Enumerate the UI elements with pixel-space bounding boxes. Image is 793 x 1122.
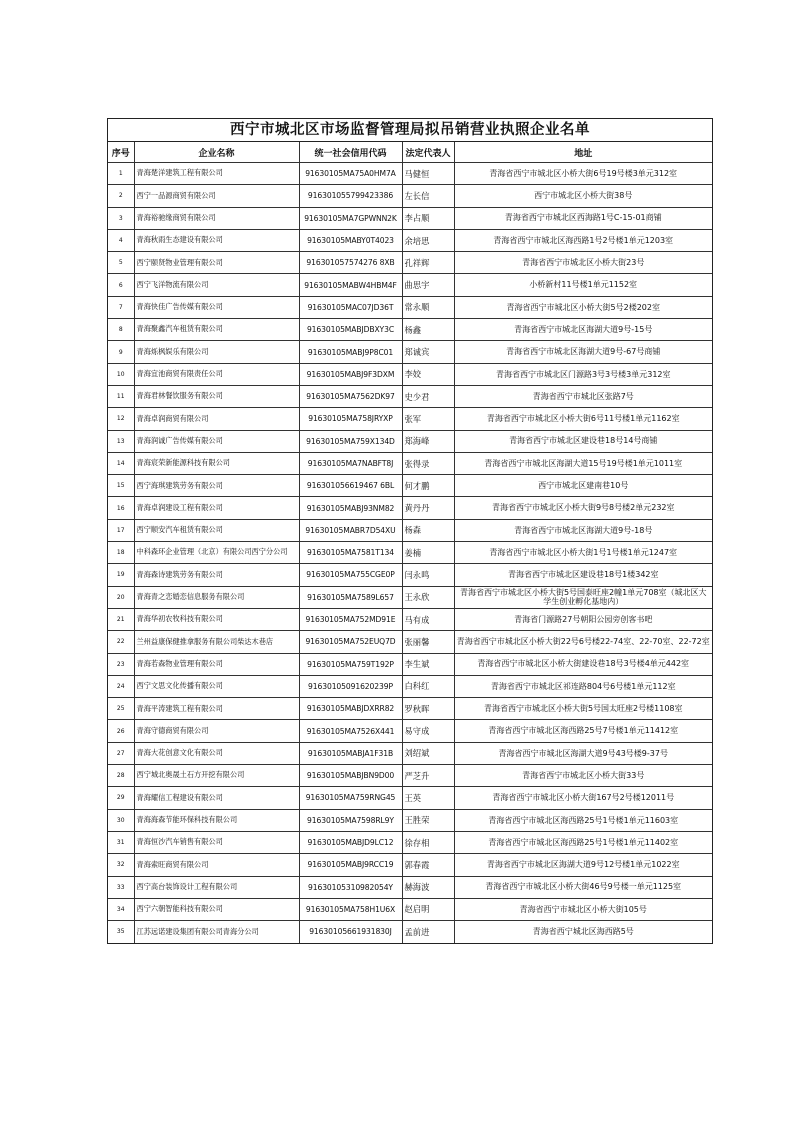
address: 西宁市城北区建南巷10号 bbox=[454, 475, 712, 497]
legal-representative: 左长信 bbox=[402, 185, 454, 207]
credit-code: 91630105MA752MD91E bbox=[299, 608, 402, 630]
credit-code: 91630105091620239P bbox=[299, 675, 402, 697]
company-name: 青海索旺商贸有限公司 bbox=[134, 854, 299, 876]
table-row bbox=[108, 207, 712, 229]
company-name: 青海卓润商贸有限公司 bbox=[134, 408, 299, 430]
company-name: 青海聚鑫汽车租赁有限公司 bbox=[134, 319, 299, 341]
enterprise-list-table bbox=[108, 142, 712, 943]
row-number: 15 bbox=[108, 475, 134, 497]
row-number: 10 bbox=[108, 363, 134, 385]
credit-code: 91630105MABJ93NM82 bbox=[299, 497, 402, 519]
table-row bbox=[108, 653, 712, 675]
legal-representative: 刘绍斌 bbox=[402, 742, 454, 764]
table-row bbox=[108, 452, 712, 474]
row-number: 33 bbox=[108, 876, 134, 898]
credit-code: 91630105310982054Y bbox=[299, 876, 402, 898]
header-code: 统一社会信用代码 bbox=[299, 142, 402, 163]
table-row bbox=[108, 252, 712, 274]
legal-representative: 郭春霞 bbox=[402, 854, 454, 876]
address: 青海省西宁市城北区建设巷18号14号商铺 bbox=[454, 430, 712, 452]
table-row bbox=[108, 831, 712, 853]
row-number: 21 bbox=[108, 608, 134, 630]
company-name: 西宁一品源商贸有限公司 bbox=[134, 185, 299, 207]
address: 青海省西宁市城北区小桥大街1号1号楼1单元1247室 bbox=[454, 542, 712, 564]
address: 青海省西宁市城北区祁连路804号6号楼1单元112室 bbox=[454, 675, 712, 697]
row-number: 27 bbox=[108, 742, 134, 764]
row-number: 31 bbox=[108, 831, 134, 853]
company-name: 西宁六朝智能科技有限公司 bbox=[134, 898, 299, 920]
address: 青海省西宁市城北区海湖大道9号43号楼9-37号 bbox=[454, 742, 712, 764]
header-addr: 地址 bbox=[454, 142, 712, 163]
row-number: 8 bbox=[108, 319, 134, 341]
row-number: 22 bbox=[108, 631, 134, 653]
address: 青海省西宁市城北区小桥大街167号2号楼12011号 bbox=[454, 787, 712, 809]
legal-representative: 张军 bbox=[402, 408, 454, 430]
company-name: 青海宜池商贸有限责任公司 bbox=[134, 363, 299, 385]
document-title: 西宁市城北区市场监督管理局拟吊销营业执照企业名单 bbox=[108, 119, 712, 142]
table-row bbox=[108, 497, 712, 519]
table-row bbox=[108, 876, 712, 898]
address: 青海省西宁市城北区小桥大街建设巷18号3号楼4单元442室 bbox=[454, 653, 712, 675]
credit-code: 91630105MABR7D54XU bbox=[299, 519, 402, 541]
legal-representative: 李生斌 bbox=[402, 653, 454, 675]
table-row bbox=[108, 363, 712, 385]
credit-code: 91630105MA7NABFT8J bbox=[299, 452, 402, 474]
company-name: 青海楚洋建筑工程有限公司 bbox=[134, 163, 299, 185]
table-row bbox=[108, 698, 712, 720]
legal-representative: 赵启明 bbox=[402, 898, 454, 920]
company-name: 西宁文思文化传播有限公司 bbox=[134, 675, 299, 697]
legal-representative: 余培思 bbox=[402, 229, 454, 251]
table-row bbox=[108, 608, 712, 630]
address: 青海省西宁市城北区海西路25号1号楼1单元11402室 bbox=[454, 831, 712, 853]
row-number: 18 bbox=[108, 542, 134, 564]
table-row bbox=[108, 586, 712, 608]
table-row bbox=[108, 742, 712, 764]
company-name: 中科森环企业管理（北京）有限公司西宁分公司 bbox=[134, 542, 299, 564]
credit-code: 91630105MA752EUQ7D bbox=[299, 631, 402, 653]
address: 青海省西宁市城北区小桥大街5号国泰旺座2幢1单元708室（城北区大学生创业孵化基地内） bbox=[454, 586, 712, 608]
table-body bbox=[108, 163, 712, 943]
company-name: 青海华初农牧科技有限公司 bbox=[134, 608, 299, 630]
legal-representative: 姜楠 bbox=[402, 542, 454, 564]
address: 青海省西宁市城北区小桥大街46号9号楼一单元1125室 bbox=[454, 876, 712, 898]
credit-code: 916301055799423386 bbox=[299, 185, 402, 207]
company-name: 青海平涛建筑工程有限公司 bbox=[134, 698, 299, 720]
address: 小桥新村11号楼1单元1152室 bbox=[454, 274, 712, 296]
legal-representative: 王英 bbox=[402, 787, 454, 809]
credit-code: 91630105MA758JRYXP bbox=[299, 408, 402, 430]
credit-code: 91630105MA7581T134 bbox=[299, 542, 402, 564]
row-number: 20 bbox=[108, 586, 134, 608]
company-name: 青海裕驰缘商贸有限公司 bbox=[134, 207, 299, 229]
legal-representative: 赫海波 bbox=[402, 876, 454, 898]
row-number: 14 bbox=[108, 452, 134, 474]
address: 青海省西宁市城北区建设巷18号1楼342室 bbox=[454, 564, 712, 586]
address: 青海省西宁市城北区海西路25号1号楼1单元11603室 bbox=[454, 809, 712, 831]
legal-representative: 李占顺 bbox=[402, 207, 454, 229]
table-row bbox=[108, 185, 712, 207]
company-name: 青海青之恋婚恋信息服务有限公司 bbox=[134, 586, 299, 608]
legal-representative: 王永欣 bbox=[402, 586, 454, 608]
credit-code: 91630105MA7589L657 bbox=[299, 586, 402, 608]
credit-code: 91630105MA759RNG45 bbox=[299, 787, 402, 809]
legal-representative: 杨鑫 bbox=[402, 319, 454, 341]
company-name: 西宁海琪建筑劳务有限公司 bbox=[134, 475, 299, 497]
credit-code: 91630105MABJ9RCC19 bbox=[299, 854, 402, 876]
legal-representative: 杨森 bbox=[402, 519, 454, 541]
legal-representative: 李姣 bbox=[402, 363, 454, 385]
company-name: 青海君林餐饮服务有限公司 bbox=[134, 385, 299, 407]
address: 青海省西宁市城北区海湖大道9号-15号 bbox=[454, 319, 712, 341]
row-number: 13 bbox=[108, 430, 134, 452]
table-header-row bbox=[108, 142, 712, 163]
legal-representative: 曲思宇 bbox=[402, 274, 454, 296]
row-number: 24 bbox=[108, 675, 134, 697]
row-number: 17 bbox=[108, 519, 134, 541]
header-no: 序号 bbox=[108, 142, 134, 163]
credit-code: 91630105MA755CGE0P bbox=[299, 564, 402, 586]
legal-representative: 黄丹丹 bbox=[402, 497, 454, 519]
table-row bbox=[108, 720, 712, 742]
company-name: 兰州益康保健推拿服务有限公司柴达木巷店 bbox=[134, 631, 299, 653]
table-row bbox=[108, 564, 712, 586]
table-row bbox=[108, 296, 712, 318]
company-name: 青海烁枫娱乐有限公司 bbox=[134, 341, 299, 363]
table-row bbox=[108, 854, 712, 876]
row-number: 28 bbox=[108, 765, 134, 787]
credit-code: 91630105MABY0T4023 bbox=[299, 229, 402, 251]
company-name: 青海快佳广告传媒有限公司 bbox=[134, 296, 299, 318]
header-rep: 法定代表人 bbox=[402, 142, 454, 163]
row-number: 6 bbox=[108, 274, 134, 296]
credit-code: 91630105MA7562DK97 bbox=[299, 385, 402, 407]
address: 青海省西宁城北区海西路5号 bbox=[454, 921, 712, 943]
address: 青海省西宁市城北区西海路1号C-15-01商铺 bbox=[454, 207, 712, 229]
row-number: 34 bbox=[108, 898, 134, 920]
table-row bbox=[108, 519, 712, 541]
row-number: 23 bbox=[108, 653, 134, 675]
table-row bbox=[108, 921, 712, 943]
row-number: 5 bbox=[108, 252, 134, 274]
address: 青海省西宁市城北区海湖大道9号-18号 bbox=[454, 519, 712, 541]
address: 青海省西宁市城北区海湖大道15号19号楼1单元1011室 bbox=[454, 452, 712, 474]
address: 西宁市城北区小桥大街38号 bbox=[454, 185, 712, 207]
credit-code: 91630105MABJDBXY3C bbox=[299, 319, 402, 341]
row-number: 3 bbox=[108, 207, 134, 229]
credit-code: 91630105MABJD9LC12 bbox=[299, 831, 402, 853]
address: 青海省西宁市城北区小桥大街33号 bbox=[454, 765, 712, 787]
credit-code: 91630105MA759T192P bbox=[299, 653, 402, 675]
table-row bbox=[108, 475, 712, 497]
address: 青海省西宁市城北区小桥大街5号2楼202室 bbox=[454, 296, 712, 318]
row-number: 2 bbox=[108, 185, 134, 207]
document-table-frame bbox=[107, 118, 713, 944]
address: 青海省西宁市城北区海湖大道9号-67号商铺 bbox=[454, 341, 712, 363]
company-name: 青海大花创意文化有限公司 bbox=[134, 742, 299, 764]
address: 青海省西宁市城北区小桥大街23号 bbox=[454, 252, 712, 274]
row-number: 4 bbox=[108, 229, 134, 251]
legal-representative: 孔祥辉 bbox=[402, 252, 454, 274]
table-row bbox=[108, 274, 712, 296]
address: 青海省西宁市城北区张路7号 bbox=[454, 385, 712, 407]
legal-representative: 罗秋晖 bbox=[402, 698, 454, 720]
legal-representative: 马有成 bbox=[402, 608, 454, 630]
legal-representative: 郑诚宾 bbox=[402, 341, 454, 363]
company-name: 西宁顺安汽车租赁有限公司 bbox=[134, 519, 299, 541]
table-row bbox=[108, 341, 712, 363]
address: 青海省西宁市城北区海西路1号2号楼1单元1203室 bbox=[454, 229, 712, 251]
table-row bbox=[108, 898, 712, 920]
table-row bbox=[108, 542, 712, 564]
legal-representative: 常永顺 bbox=[402, 296, 454, 318]
credit-code: 91630105661931830J bbox=[299, 921, 402, 943]
row-number: 7 bbox=[108, 296, 134, 318]
credit-code: 91630105MAC07JD36T bbox=[299, 296, 402, 318]
table-row bbox=[108, 787, 712, 809]
credit-code: 91630105MABJ9P8C01 bbox=[299, 341, 402, 363]
row-number: 12 bbox=[108, 408, 134, 430]
address: 青海省门源路27号朝阳公园旁创客书吧 bbox=[454, 608, 712, 630]
legal-representative: 郑海峰 bbox=[402, 430, 454, 452]
credit-code: 91630105MABJ9F3DXM bbox=[299, 363, 402, 385]
address: 青海省西宁市城北区海西路25号7号楼1单元11412室 bbox=[454, 720, 712, 742]
company-name: 西宁飞洋物流有限公司 bbox=[134, 274, 299, 296]
address: 青海省西宁市城北区小桥大街6号19号楼3单元312室 bbox=[454, 163, 712, 185]
credit-code: 91630105MABW4HBM4F bbox=[299, 274, 402, 296]
company-name: 青海守德商贸有限公司 bbox=[134, 720, 299, 742]
company-name: 西宁高台装饰设计工程有限公司 bbox=[134, 876, 299, 898]
legal-representative: 孟前进 bbox=[402, 921, 454, 943]
company-name: 青海恒沙汽车销售有限公司 bbox=[134, 831, 299, 853]
legal-representative: 马健恒 bbox=[402, 163, 454, 185]
credit-code: 91630105MA759X134D bbox=[299, 430, 402, 452]
address: 青海省西宁市城北区小桥大街6号11号楼1单元1162室 bbox=[454, 408, 712, 430]
table-row bbox=[108, 430, 712, 452]
legal-representative: 王胜荣 bbox=[402, 809, 454, 831]
company-name: 青海耀信工程建设有限公司 bbox=[134, 787, 299, 809]
company-name: 青海宸荣新能源科技有限公司 bbox=[134, 452, 299, 474]
row-number: 29 bbox=[108, 787, 134, 809]
company-name: 青海卓润建设工程有限公司 bbox=[134, 497, 299, 519]
credit-code: 91630105MABJA1F31B bbox=[299, 742, 402, 764]
table-row bbox=[108, 631, 712, 653]
legal-representative: 闫永鸣 bbox=[402, 564, 454, 586]
table-row bbox=[108, 319, 712, 341]
row-number: 26 bbox=[108, 720, 134, 742]
table-row bbox=[108, 408, 712, 430]
row-number: 19 bbox=[108, 564, 134, 586]
credit-code: 916301056619467 6BL bbox=[299, 475, 402, 497]
address: 青海省西宁市城北区小桥大街5号国太旺座2号楼1108室 bbox=[454, 698, 712, 720]
company-name: 江苏远诺建设集团有限公司青海分公司 bbox=[134, 921, 299, 943]
row-number: 1 bbox=[108, 163, 134, 185]
credit-code: 91630105MA7598RL9Y bbox=[299, 809, 402, 831]
company-name: 青海润诚广告传媒有限公司 bbox=[134, 430, 299, 452]
address: 青海省西宁市城北区门源路3号3号楼3单元312室 bbox=[454, 363, 712, 385]
address: 青海省西宁市城北区海湖大道9号12号楼1单元1022室 bbox=[454, 854, 712, 876]
company-name: 青海森诗建筑劳务有限公司 bbox=[134, 564, 299, 586]
address: 青海省西宁市城北区小桥大街105号 bbox=[454, 898, 712, 920]
credit-code: 91630105MABJDXRR82 bbox=[299, 698, 402, 720]
credit-code: 91630105MA75A0HM7A bbox=[299, 163, 402, 185]
credit-code: 91630105MA7GPWNN2K bbox=[299, 207, 402, 229]
legal-representative: 何才鹏 bbox=[402, 475, 454, 497]
table-row bbox=[108, 385, 712, 407]
company-name: 西宁城北奥晟土石方开挖有限公司 bbox=[134, 765, 299, 787]
table-row bbox=[108, 809, 712, 831]
row-number: 9 bbox=[108, 341, 134, 363]
table-row bbox=[108, 675, 712, 697]
table-row bbox=[108, 163, 712, 185]
legal-representative: 张丽馨 bbox=[402, 631, 454, 653]
legal-representative: 徐存相 bbox=[402, 831, 454, 853]
row-number: 32 bbox=[108, 854, 134, 876]
row-number: 25 bbox=[108, 698, 134, 720]
company-name: 青海秋雨生态建设有限公司 bbox=[134, 229, 299, 251]
credit-code: 91630105MA758H1U6X bbox=[299, 898, 402, 920]
company-name: 西宁颐贤物业管理有限公司 bbox=[134, 252, 299, 274]
table-row bbox=[108, 229, 712, 251]
legal-representative: 易守成 bbox=[402, 720, 454, 742]
legal-representative: 史少君 bbox=[402, 385, 454, 407]
credit-code: 91630105MA7526X441 bbox=[299, 720, 402, 742]
row-number: 35 bbox=[108, 921, 134, 943]
company-name: 青海海森节能环保科技有限公司 bbox=[134, 809, 299, 831]
legal-representative: 白科红 bbox=[402, 675, 454, 697]
row-number: 30 bbox=[108, 809, 134, 831]
credit-code: 91630105MABJBN9D00 bbox=[299, 765, 402, 787]
address: 青海省西宁市城北区小桥大街22号6号楼22-74室、22-70室、22-72室 bbox=[454, 631, 712, 653]
legal-representative: 严芝升 bbox=[402, 765, 454, 787]
table-row bbox=[108, 765, 712, 787]
address: 青海省西宁市城北区小桥大街9号8号楼2单元232室 bbox=[454, 497, 712, 519]
credit-code: 916301057574276 8XB bbox=[299, 252, 402, 274]
legal-representative: 张得录 bbox=[402, 452, 454, 474]
row-number: 11 bbox=[108, 385, 134, 407]
header-name: 企业名称 bbox=[134, 142, 299, 163]
company-name: 青海若森物业管理有限公司 bbox=[134, 653, 299, 675]
row-number: 16 bbox=[108, 497, 134, 519]
